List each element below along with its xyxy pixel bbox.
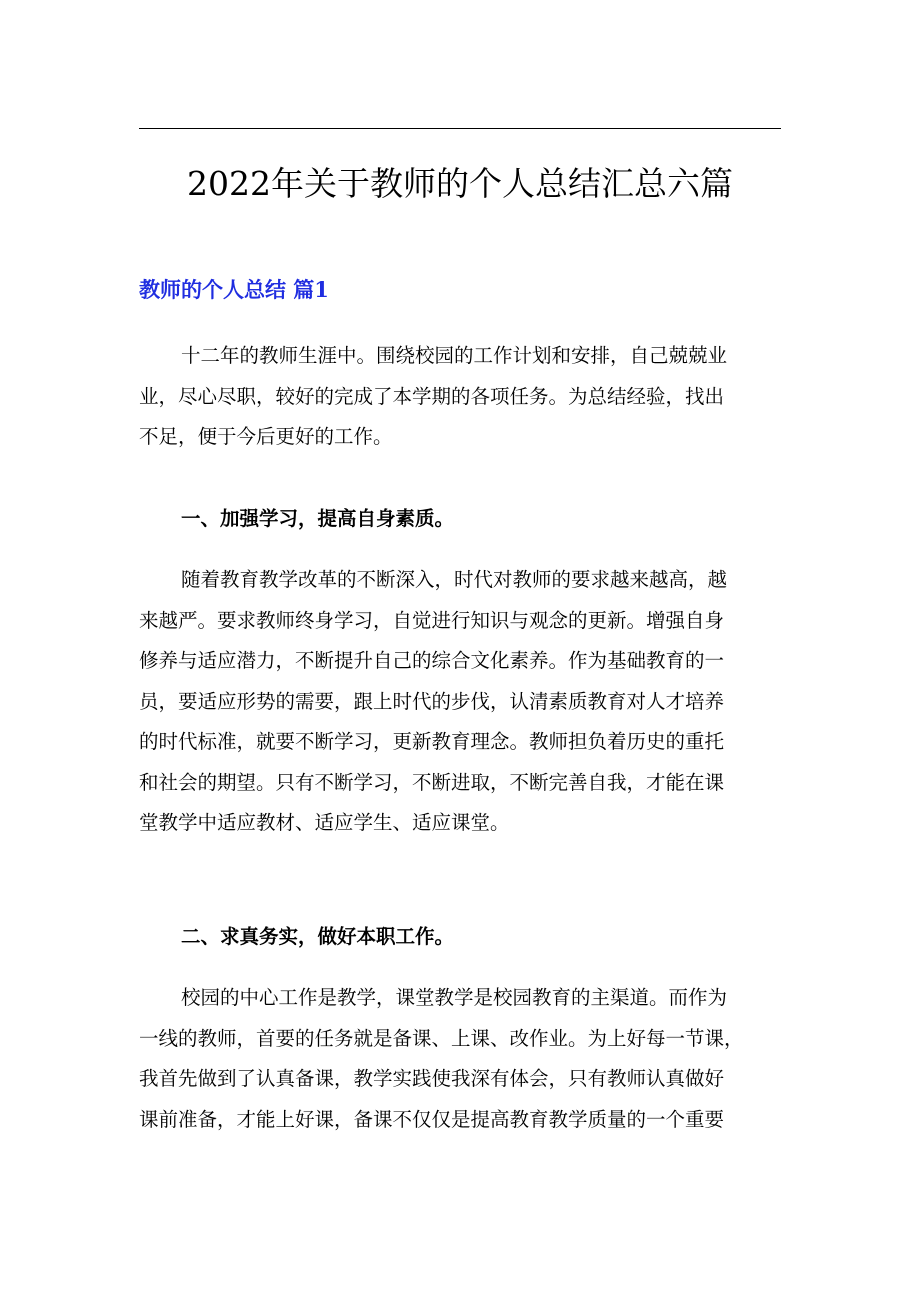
paragraph-line: 十二年的教师生涯中。围绕校园的工作计划和安排，自己兢兢业: [181, 344, 728, 367]
paragraph-line: 一线的教师，首要的任务就是备课、上课、改作业。为上好每一节课，: [139, 1026, 744, 1050]
paragraph-line: 和社会的期望。只有不断学习，不断进取，不断完善自我，才能在课: [139, 770, 725, 794]
paragraph-line: 课前准备，才能上好课，备课不仅仅是提高教育教学质量的一个重要: [139, 1107, 725, 1131]
paragraph-line: 员，要适应形势的需要，跟上时代的步伐，认清素质教育对人才培养: [139, 689, 725, 713]
paragraph-line: 我首先做到了认真备课，教学实践使我深有体会，只有教师认真做好: [139, 1067, 725, 1090]
paragraph-line: 修养与适应潜力，不断提升自己的综合文化素养。作为基础教育的一: [139, 649, 725, 672]
paragraph-line: 堂教学中适应教材、适应学生、适应课堂。: [139, 811, 510, 834]
header-rule: [139, 128, 781, 129]
paragraph-3: [139, 978, 781, 1140]
paragraph-line: 来越严。要求教师终身学习，自觉进行知识与观念的更新。增强自身: [139, 608, 725, 632]
paragraph-line: 随着教育教学改革的不断深入，时代对教师的要求越来越高，越: [181, 568, 728, 591]
subheading-2: 二、求真务实，做好本职工作。: [181, 925, 455, 948]
section-heading: 教师的个人总结 篇1: [139, 277, 329, 302]
subheading-1: 一、加强学习，提高自身素质。: [181, 507, 455, 530]
paragraph-line: 的时代标准，就要不断学习，更新教育理念。教师担负着历史的重托: [139, 730, 725, 753]
paragraph-1: [139, 336, 781, 458]
paragraph-line: 不足，便于今后更好的工作。: [139, 425, 393, 448]
paragraph-line: 校园的中心工作是教学，课堂教学是校园教育的主渠道。而作为: [181, 986, 728, 1009]
document-title: 2022年关于教师的个人总结汇总六篇: [187, 164, 733, 203]
paragraph-line: 业，尽心尽职，较好的完成了本学期的各项任务。为总结经验，找出: [139, 384, 725, 408]
paragraph-2: [139, 560, 781, 844]
